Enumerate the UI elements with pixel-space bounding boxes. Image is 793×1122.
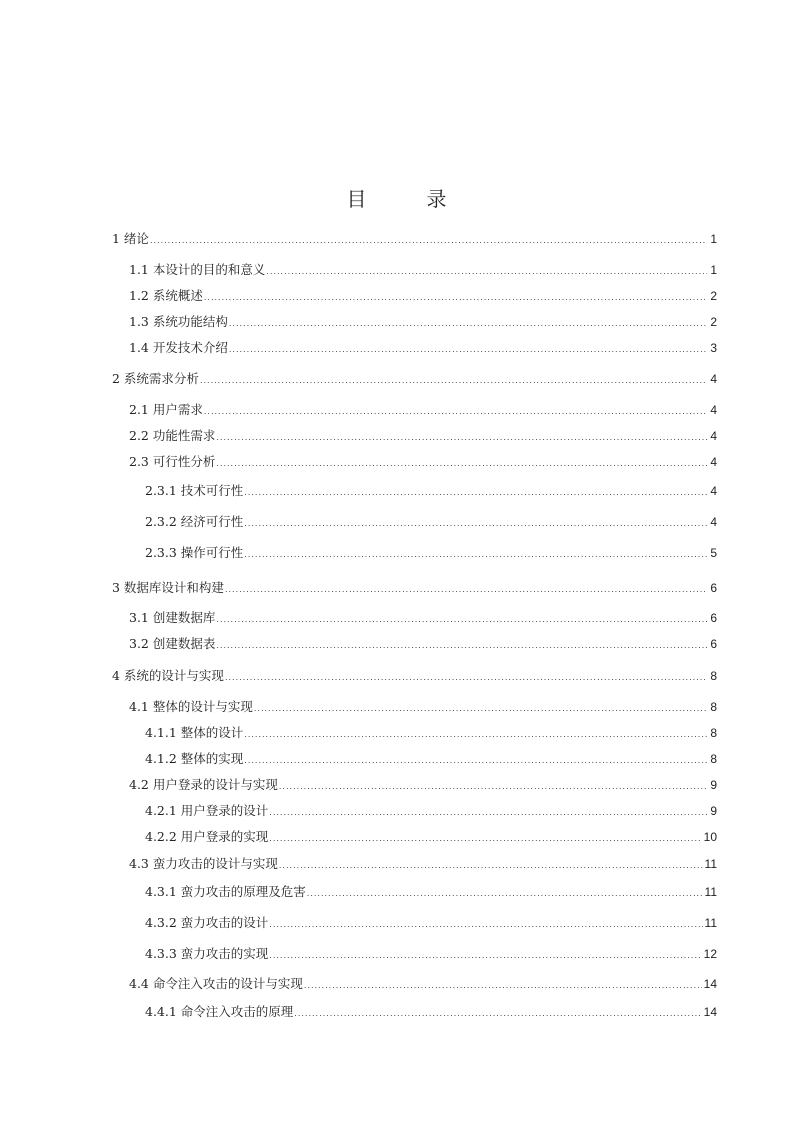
toc-entry-label: 2.1 用户需求 xyxy=(129,402,203,417)
toc-entry-3-2[interactable] xyxy=(129,635,717,653)
toc-entry-label: 4.3.2 蛮力攻击的设计 xyxy=(145,915,269,930)
dot-leader xyxy=(216,431,707,445)
dot-leader xyxy=(225,583,707,597)
toc-entry-page: 6 xyxy=(710,637,717,651)
toc-entry-page: 8 xyxy=(710,726,717,740)
toc-entry-1[interactable] xyxy=(112,230,717,248)
toc-entry-label: 4.4.1 命令注入攻击的原理 xyxy=(145,1004,294,1019)
dot-leader xyxy=(244,548,707,562)
toc-entry-page: 4 xyxy=(710,515,717,529)
dot-leader xyxy=(229,343,707,357)
dot-leader xyxy=(150,234,707,248)
toc-entry-4-3-1[interactable] xyxy=(145,883,717,901)
toc-entry-page: 6 xyxy=(710,581,717,595)
toc-entry-label: 4.3.3 蛮力攻击的实现 xyxy=(145,946,269,961)
toc-entry-label: 4.3 蛮力攻击的设计与实现 xyxy=(129,856,278,871)
toc-entry-label: 1.3 系统功能结构 xyxy=(129,314,228,329)
toc-entry-label: 4.4 命令注入攻击的设计与实现 xyxy=(129,976,303,991)
dot-leader xyxy=(229,317,707,331)
dot-leader xyxy=(294,1007,701,1021)
toc-entry-label: 2.2 功能性需求 xyxy=(129,428,216,443)
toc-entry-label: 2.3.2 经济可行性 xyxy=(145,514,244,529)
toc-entry-label: 4.2 用户登录的设计与实现 xyxy=(129,777,278,792)
toc-entry-4-2[interactable] xyxy=(129,776,717,794)
toc-entry-page: 4 xyxy=(710,429,717,443)
toc-entry-page: 11 xyxy=(704,885,717,899)
toc-entry-label: 4.3.1 蛮力攻击的原理及危害 xyxy=(145,884,306,899)
dot-leader xyxy=(307,887,703,901)
toc-entry-2-2[interactable] xyxy=(129,427,717,445)
toc-entry-page: 8 xyxy=(710,700,717,714)
toc-entry-label: 2.3.3 操作可行性 xyxy=(145,545,244,560)
toc-entry-4-3-2[interactable] xyxy=(145,914,717,932)
toc-entry-page: 11 xyxy=(704,916,717,930)
dot-leader xyxy=(269,949,701,963)
dot-leader xyxy=(279,780,707,794)
toc-entry-4-1[interactable] xyxy=(129,698,717,716)
toc-entry-4-4[interactable] xyxy=(129,975,717,993)
toc-entry-label: 4 系统的设计与实现 xyxy=(112,668,224,683)
dot-leader xyxy=(200,374,707,388)
dot-leader xyxy=(244,754,707,768)
toc-entry-label: 3.2 创建数据表 xyxy=(129,636,216,651)
toc-entry-label: 3 数据库设计和构建 xyxy=(112,580,224,595)
toc-entry-label: 4.2.2 用户登录的实现 xyxy=(145,829,269,844)
toc-entry-page: 2 xyxy=(710,289,717,303)
toc-entry-1-2[interactable] xyxy=(129,287,717,305)
toc-entry-page: 2 xyxy=(710,315,717,329)
dot-leader xyxy=(269,918,702,932)
dot-leader xyxy=(225,671,707,685)
dot-leader xyxy=(216,639,707,653)
toc-entry-label: 4.1.1 整体的设计 xyxy=(145,725,244,740)
toc-entry-4-4-1[interactable] xyxy=(145,1003,717,1021)
toc-entry-label: 1 绪论 xyxy=(112,231,149,246)
toc-entry-page: 10 xyxy=(703,830,717,844)
toc-entry-page: 1 xyxy=(710,263,717,277)
toc-entry-page: 9 xyxy=(710,804,717,818)
toc-entry-2-3[interactable] xyxy=(129,453,717,471)
toc-entry-4-1-2[interactable] xyxy=(145,750,717,768)
toc-entry-page: 9 xyxy=(710,778,717,792)
toc-entry-1-4[interactable] xyxy=(129,339,717,357)
toc-entry-page: 4 xyxy=(710,455,717,469)
toc-entry-label: 1.1 本设计的目的和意义 xyxy=(129,262,266,277)
toc-entry-label: 2 系统需求分析 xyxy=(112,371,199,386)
dot-leader xyxy=(269,806,707,820)
toc-entry-page: 5 xyxy=(710,546,717,560)
toc-entry-4[interactable] xyxy=(112,667,717,685)
toc-entry-4-2-2[interactable] xyxy=(145,828,717,846)
toc-entry-label: 1.4 开发技术介绍 xyxy=(129,340,228,355)
toc-entry-2-3-1[interactable] xyxy=(145,482,717,500)
toc-entry-label: 1.2 系统概述 xyxy=(129,288,203,303)
toc-entry-page: 3 xyxy=(710,341,717,355)
toc-entry-label: 4.2.1 用户登录的设计 xyxy=(145,803,269,818)
toc-entry-page: 14 xyxy=(703,977,717,991)
toc-entry-page: 4 xyxy=(710,372,717,386)
toc-entry-3-1[interactable] xyxy=(129,609,717,627)
toc-entry-page: 11 xyxy=(704,857,717,871)
dot-leader xyxy=(266,265,707,279)
toc-entry-label: 4.1.2 整体的实现 xyxy=(145,751,244,766)
toc-entry-2-3-3[interactable] xyxy=(145,544,717,562)
dot-leader xyxy=(216,457,707,471)
dot-leader xyxy=(244,517,707,531)
toc-title: 目 录 xyxy=(346,187,467,211)
dot-leader xyxy=(204,405,707,419)
dot-leader xyxy=(279,859,703,873)
toc-entry-4-2-1[interactable] xyxy=(145,802,717,820)
toc-entry-1-3[interactable] xyxy=(129,313,717,331)
toc-entry-page: 8 xyxy=(710,752,717,766)
dot-leader xyxy=(244,728,707,742)
dot-leader xyxy=(216,613,707,627)
toc-entry-label: 2.3.1 技术可行性 xyxy=(145,483,244,498)
toc-entry-page: 12 xyxy=(703,947,717,961)
toc-entry-page: 8 xyxy=(710,669,717,683)
dot-leader xyxy=(244,486,707,500)
toc-entry-2-1[interactable] xyxy=(129,401,717,419)
toc-entry-4-1-1[interactable] xyxy=(145,724,717,742)
toc-entry-4-3-3[interactable] xyxy=(145,945,717,963)
toc-entry-label: 3.1 创建数据库 xyxy=(129,610,216,625)
toc-entry-page: 14 xyxy=(703,1005,717,1019)
toc-entry-page: 4 xyxy=(710,403,717,417)
dot-leader xyxy=(254,702,707,716)
dot-leader xyxy=(269,832,701,846)
dot-leader xyxy=(204,291,707,305)
toc-entry-page: 1 xyxy=(710,232,717,246)
toc-entry-1-1[interactable] xyxy=(129,261,717,279)
dot-leader xyxy=(304,979,702,993)
toc-entry-2-3-2[interactable] xyxy=(145,513,717,531)
toc-entry-4-3[interactable] xyxy=(129,855,717,873)
toc-entry-2[interactable] xyxy=(112,370,717,388)
toc-entry-label: 4.1 整体的设计与实现 xyxy=(129,699,253,714)
toc-entry-label: 2.3 可行性分析 xyxy=(129,454,216,469)
toc-entry-page: 6 xyxy=(710,611,717,625)
toc-entry-3[interactable] xyxy=(112,579,717,597)
toc-entry-page: 4 xyxy=(710,484,717,498)
